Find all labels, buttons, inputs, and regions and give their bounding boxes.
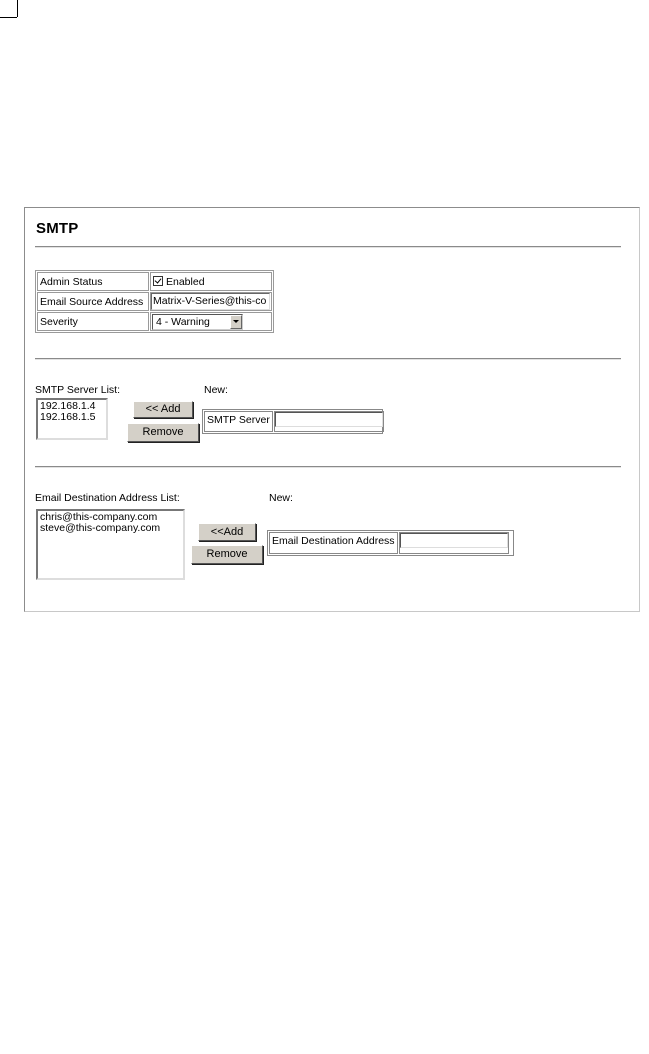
email-destination-cell <box>399 532 509 554</box>
email-source-row <box>37 292 272 311</box>
smtp-server-input[interactable] <box>275 412 383 427</box>
list-item[interactable]: chris@this-company.com <box>40 511 158 523</box>
list-item[interactable]: 192.168.1.5 <box>40 411 96 423</box>
smtp-remove-button[interactable]: Remove <box>127 423 199 442</box>
smtp-server-field-label: SMTP Server <box>204 411 273 432</box>
admin-status-enabled-label: Enabled <box>166 275 205 288</box>
smtp-new-label: New: <box>204 384 228 396</box>
email-source-cell <box>150 292 272 311</box>
title-divider <box>35 246 621 248</box>
smtp-add-button[interactable]: << Add <box>133 401 193 418</box>
admin-status-row <box>37 272 272 291</box>
email-new-destination-box <box>267 530 514 556</box>
smtp-server-list-label: SMTP Server List: <box>35 384 120 396</box>
smtp-server-listbox[interactable] <box>36 398 108 440</box>
page-title: SMTP <box>36 220 79 237</box>
severity-select[interactable] <box>152 314 243 330</box>
smtp-panel <box>24 207 640 612</box>
chevron-down-icon[interactable] <box>230 315 242 329</box>
severity-row <box>37 312 272 331</box>
email-destination-list-label: Email Destination Address List: <box>35 492 180 504</box>
admin-status-label: Admin Status <box>37 272 149 291</box>
crop-mark-horizontal <box>0 17 17 18</box>
email-add-button[interactable]: <<Add <box>198 523 256 541</box>
email-source-label: Email Source Address <box>37 292 149 311</box>
email-destination-field-label: Email Destination Address <box>269 532 398 554</box>
crop-mark-vertical <box>17 0 18 17</box>
severity-cell <box>150 312 272 331</box>
smtp-new-server-box <box>202 409 383 434</box>
severity-selected-value: 4 - Warning <box>156 315 210 328</box>
list-item[interactable]: 192.168.1.4 <box>40 400 96 412</box>
email-destination-input[interactable] <box>400 533 508 548</box>
admin-status-checkbox[interactable] <box>153 276 163 286</box>
severity-label: Severity <box>37 312 149 331</box>
list-item[interactable]: steve@this-company.com <box>40 522 161 534</box>
email-new-label: New: <box>269 492 293 504</box>
smtp-server-cell <box>274 411 384 432</box>
settings-divider <box>35 358 621 360</box>
smtp-divider <box>35 466 621 468</box>
settings-table <box>35 270 274 333</box>
email-remove-button[interactable]: Remove <box>191 545 263 564</box>
email-source-input[interactable]: Matrix-V-Series@this-co <box>151 293 270 310</box>
admin-status-cell <box>150 272 272 291</box>
email-destination-listbox[interactable] <box>36 509 185 580</box>
